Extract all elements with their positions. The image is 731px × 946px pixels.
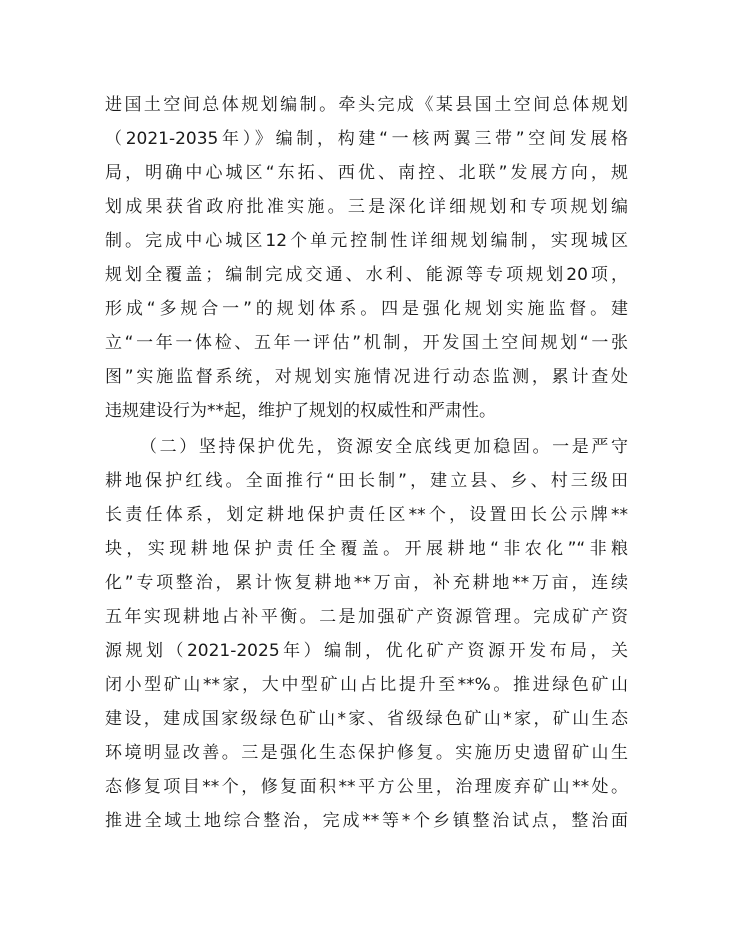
text-line: 形成“多规合一”的规划体系。四是强化规划实施监督。建 bbox=[105, 299, 628, 319]
text-line-paragraph-start: （二）坚持保护优先，资源安全底线更加稳固。一是严守 bbox=[140, 437, 628, 457]
text-line: 闭小型矿山**家，大中型矿山占比提升至**%。推进绿色矿山 bbox=[105, 675, 628, 695]
text-line: 环境明显改善。三是强化生态保护修复。实施历史遗留矿山生 bbox=[105, 743, 628, 763]
text-line: 图”实施监督系统，对规划实施情况进行动态监测，累计查处 bbox=[105, 367, 628, 387]
text-line: （2021-2035年）》编制，构建“一核两翼三带”空间发展格 bbox=[105, 129, 628, 149]
text-line-paragraph-end: 违规建设行为**起，维护了规划的权威性和严肃性。 bbox=[105, 401, 496, 421]
text-line: 化”专项整治，累计恢复耕地**万亩，补充耕地**万亩，连续 bbox=[105, 573, 628, 593]
text-line: 进国土空间总体规划编制。牵头完成《某县国土空间总体规划 bbox=[105, 95, 628, 115]
text-line: 长责任体系，划定耕地保护责任区**个，设置田长公示牌** bbox=[105, 505, 628, 525]
text-line: 建设，建成国家级绿色矿山*家、省级绿色矿山*家，矿山生态 bbox=[105, 709, 628, 729]
text-line: 态修复项目**个，修复面积**平方公里，治理废弃矿山**处。 bbox=[105, 777, 628, 797]
text-line: 局，明确中心城区“东拓、西优、南控、北联”发展方向，规 bbox=[105, 163, 628, 183]
text-line: 源规划（2021-2025年）编制，优化矿产资源开发布局，关 bbox=[105, 641, 628, 661]
text-line: 划成果获省政府批准实施。三是深化详细规划和专项规划编 bbox=[105, 197, 628, 217]
text-line: 立“一年一体检、五年一评估”机制，开发国土空间规划“一张 bbox=[105, 333, 628, 353]
text-line: 耕地保护红线。全面推行“田长制”，建立县、乡、村三级田 bbox=[105, 471, 628, 491]
text-line: 推进全域土地综合整治，完成**等*个乡镇整治试点，整治面 bbox=[105, 811, 628, 831]
text-line: 制。完成中心城区12个单元控制性详细规划编制，实现城区 bbox=[105, 231, 628, 251]
text-line: 块，实现耕地保护责任全覆盖。开展耕地“非农化”“非粮 bbox=[105, 539, 628, 559]
text-line: 规划全覆盖；编制完成交通、水利、能源等专项规划20项， bbox=[105, 265, 628, 285]
text-line: 五年实现耕地占补平衡。二是加强矿产资源管理。完成矿产资 bbox=[105, 607, 628, 627]
